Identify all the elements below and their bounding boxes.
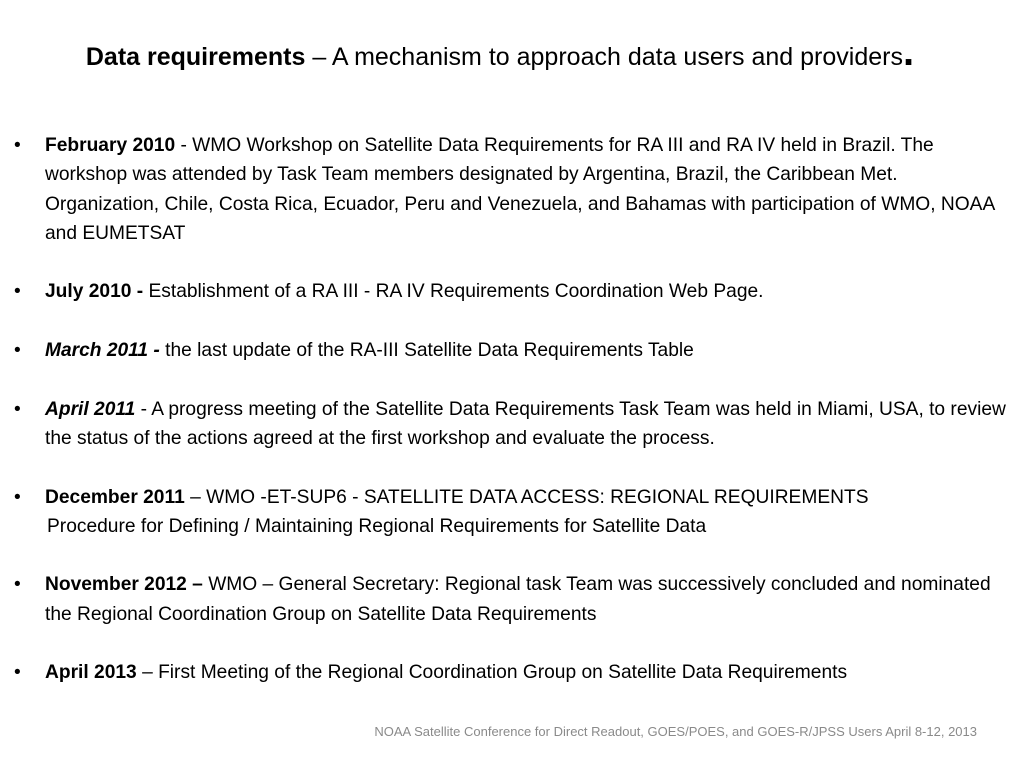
bullet-text: - A progress meeting of the Satellite Data Requirements Task Team was held in Miami, USA, to review the status of the actions agreed at the first workshop and evaluate the process. bbox=[45, 398, 1006, 449]
title-bold: Data requirements bbox=[85, 43, 306, 71]
timeline-bullet-list bbox=[14, 131, 1014, 688]
bullet-date: July 2010 - bbox=[45, 281, 144, 303]
bullet-icon: • bbox=[14, 281, 21, 303]
bullet-november-2012 bbox=[14, 570, 1014, 629]
bullet-icon: • bbox=[14, 398, 21, 420]
bullet-icon: • bbox=[14, 662, 21, 684]
bullet-icon: • bbox=[14, 574, 21, 596]
slide-title bbox=[0, 30, 1000, 74]
bullet-april-2013 bbox=[14, 658, 1014, 687]
bullet-text: – WMO -ET-SUP6 - SATELLITE DATA ACCESS: REGIONAL REQUIREMENTS bbox=[184, 486, 869, 508]
bullet-icon: • bbox=[14, 135, 21, 156]
bullet-subline: Procedure for Defining / Maintaining Regional Requirements for Satellite Data bbox=[47, 515, 707, 537]
bullet-text: Establishment of a RA III - RA IV Requirements Coordination Web Page. bbox=[143, 281, 764, 303]
bullet-text: – First Meeting of the Regional Coordination Group on Satellite Data Requirements bbox=[136, 662, 848, 684]
bullet-date: February 2010 bbox=[45, 135, 176, 156]
bullet-april-2011 bbox=[14, 395, 1014, 454]
bullet-december-2011 bbox=[14, 483, 1014, 542]
bullet-text: WMO – General Secretary: Regional task Team was successively concluded and nominated the Regional Coordination Group on Satellite Data Requirements bbox=[45, 574, 991, 625]
slide-footer: NOAA Satellite Conference for Direct Readout, GOES/POES, and GOES-R/JPSS Users April 8-12, 2013 bbox=[374, 724, 977, 739]
bullet-text: the last update of the RA-III Satellite Data Requirements Table bbox=[159, 340, 694, 362]
bullet-icon: • bbox=[14, 340, 21, 362]
bullet-date: November 2012 – bbox=[45, 574, 203, 596]
bullet-text: - WMO Workshop on Satellite Data Requirements for RA III and RA IV held in Brazil. The workshop was attended by Task Team members designated by Argentina, Brazil, the Caribbean Met. Organization, Chile, Costa Rica, Ecuador, Peru and Venezuela, and Bahamas with participation of WMO, NOAA and EUMETSAT bbox=[45, 135, 995, 244]
title-subtitle: – A mechanism to approach data users and providers bbox=[305, 43, 903, 71]
bullet-february-2010 bbox=[14, 131, 1014, 248]
bullet-date: April 2011 bbox=[45, 398, 136, 420]
bullet-date: March 2011 - bbox=[45, 340, 160, 362]
bullet-icon: • bbox=[14, 486, 21, 508]
bullet-march-2011 bbox=[14, 336, 1014, 365]
bullet-date: April 2013 bbox=[45, 662, 137, 684]
bullet-date: December 2011 bbox=[45, 486, 185, 508]
title-period: . bbox=[902, 30, 915, 74]
bullet-july-2010 bbox=[14, 277, 1014, 306]
